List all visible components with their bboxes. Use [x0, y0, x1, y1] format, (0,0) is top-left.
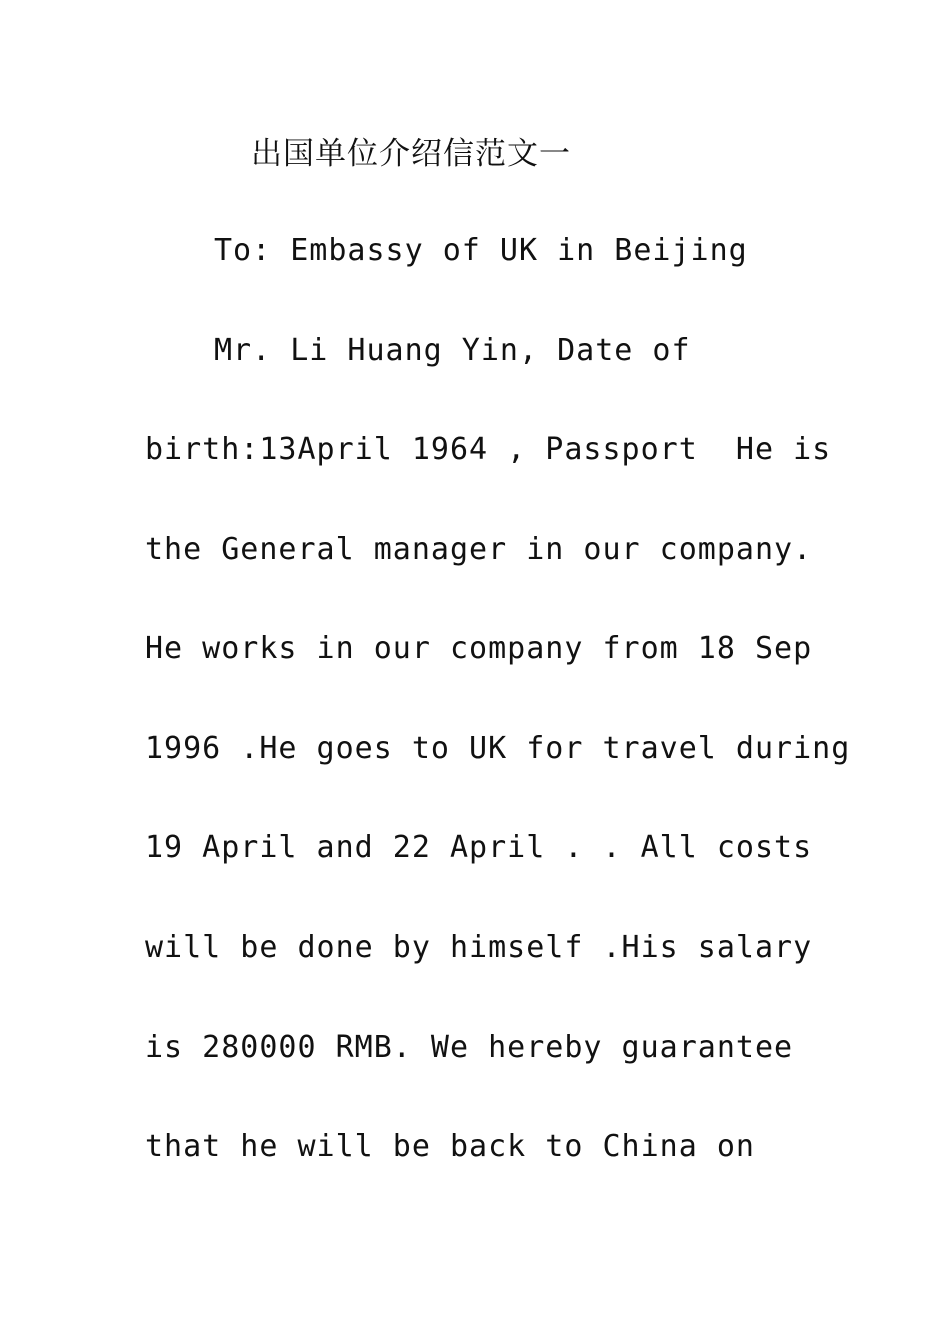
text-line: 19 April and 22 April . . All costs — [145, 830, 813, 865]
text-line: birth:13April 1964 , Passport He is — [145, 432, 832, 467]
text-line: He works in our company from 18 Sep — [145, 631, 813, 666]
text-line: is 280000 RMB. We hereby guarantee — [145, 1030, 794, 1065]
document-title: 出国单位介绍信范文一 — [251, 136, 571, 172]
text-line: 1996 .He goes to UK for travel during — [145, 731, 851, 766]
text-line: that he will be back to China on — [145, 1129, 755, 1164]
text-line: will be done by himself .His salary — [145, 930, 813, 965]
text-line-recipient: To: Embassy of UK in Beijing — [214, 233, 748, 268]
text-line: the General manager in our company. — [145, 532, 813, 567]
text-line-applicant: Mr. Li Huang Yin, Date of — [214, 333, 691, 368]
